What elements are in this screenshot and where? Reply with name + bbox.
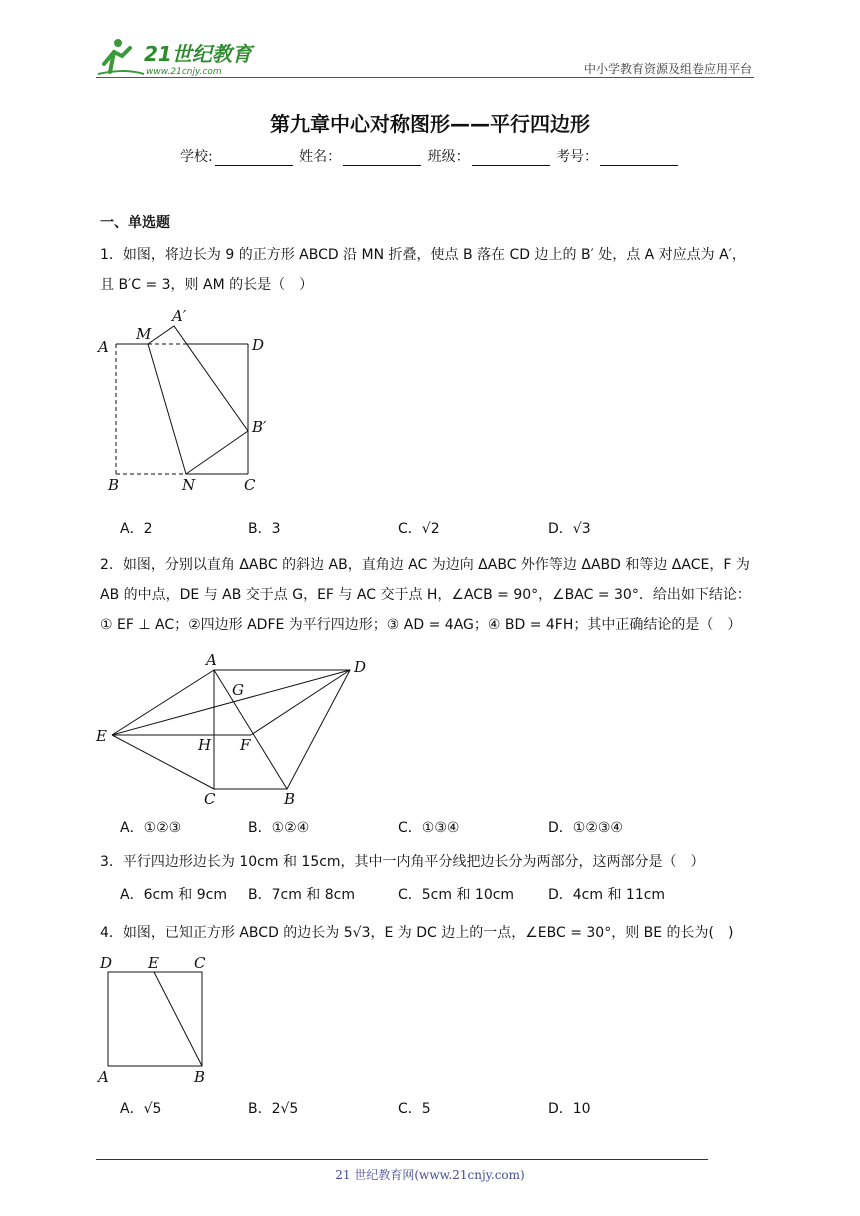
q2-option-b[interactable]: B．①②④ <box>248 820 310 836</box>
question-2-figure <box>94 652 384 814</box>
label-h: H <box>198 736 212 754</box>
q2-option-a[interactable]: A．①②③ <box>120 820 182 836</box>
runner-logo-icon <box>98 39 144 74</box>
label-a: A <box>98 1068 109 1086</box>
class-label: 班级： <box>427 149 470 165</box>
school-label: 学校: <box>179 149 213 165</box>
question-2-line-2: AB 的中点，DE 与 AB 交于点 G，EF 与 AC 交于点 H，∠ACB = 90°，∠BAC = 30°．给出如下结论： <box>100 587 751 603</box>
class-blank <box>472 151 550 166</box>
label-a: A <box>98 338 109 356</box>
page-title: 第九章中心对称图形——平行四边形 <box>270 112 590 136</box>
logo-url: www.21cnjy.com <box>146 67 222 77</box>
footer-text[interactable]: 21 世纪教育网(www.21cnjy.com) <box>335 1168 525 1182</box>
label-a-prime: A′ <box>172 307 187 325</box>
exam-no-blank <box>600 151 678 166</box>
question-2-line-3: ① EF ⊥ AC；②四边形 ADFE 为平行四边形；③ AD = 4AG；④ BD = 4FH；其中正确结论的是（ ） <box>100 617 742 633</box>
question-1 <box>100 240 760 300</box>
label-a: A <box>206 652 217 669</box>
q3-option-c[interactable]: C．5cm 和 10cm <box>398 887 515 903</box>
exam-no-label: 考号： <box>556 149 599 165</box>
name-blank <box>343 151 421 166</box>
header-divider <box>96 77 754 78</box>
label-e: E <box>96 727 107 745</box>
label-g: G <box>232 681 244 699</box>
label-b: B <box>284 790 296 808</box>
label-d: D <box>252 336 265 354</box>
label-n: N <box>182 476 196 494</box>
label-m: M <box>136 325 152 343</box>
student-info <box>0 146 860 166</box>
q4-option-d[interactable]: D．10 <box>548 1101 591 1117</box>
label-d: D <box>100 954 113 972</box>
question-2-line-1: 2．如图，分别以直角 ΔABC 的斜边 AB，直角边 AC 为边向 ΔABC 外作等边 ΔABD 和等边 ΔACE，F 为 <box>100 557 750 573</box>
section-heading: 一、单选题 <box>100 215 170 231</box>
label-c: C <box>204 790 216 808</box>
q4-option-a[interactable]: A．√5 <box>120 1101 162 1117</box>
q3-option-d[interactable]: D．4cm 和 11cm <box>548 887 666 903</box>
label-b-prime: B′ <box>252 418 267 436</box>
q1-option-c[interactable]: C．√2 <box>398 521 440 537</box>
label-b: B <box>108 476 120 494</box>
logo <box>96 34 266 80</box>
question-1-line-2: 且 B′C = 3，则 AM 的长是（ ） <box>100 277 314 293</box>
question-1-figure <box>96 306 286 500</box>
q4-option-b[interactable]: B．2√5 <box>248 1101 299 1117</box>
question-4-figure <box>96 952 226 1092</box>
question-3-line-1: 3．平行四边形边长为 10cm 和 15cm，其中一内角平分线把边长分为两部分，这两部分是（ ） <box>100 854 705 870</box>
q2-option-c[interactable]: C．①③④ <box>398 820 460 836</box>
footer-divider <box>96 1159 708 1160</box>
q3-option-a[interactable]: A．6cm 和 9cm <box>120 887 227 903</box>
q1-option-b[interactable]: B．3 <box>248 521 281 537</box>
label-b: B <box>194 1068 206 1086</box>
label-f: F <box>240 736 251 754</box>
label-c: C <box>244 476 256 494</box>
question-4 <box>100 918 760 948</box>
q4-option-c[interactable]: C．5 <box>398 1101 431 1117</box>
label-e: E <box>148 954 159 972</box>
q1-option-d[interactable]: D．√3 <box>548 521 591 537</box>
q2-option-d[interactable]: D．①②③④ <box>548 820 623 836</box>
q1-option-a[interactable]: A．2 <box>120 521 153 537</box>
school-blank <box>215 151 293 166</box>
question-2 <box>100 550 760 640</box>
label-c: C <box>194 954 206 972</box>
label-d: D <box>354 658 367 676</box>
header-platform-text: 中小学教育资源及组卷应用平台 <box>583 62 752 76</box>
question-1-line-1: 1．如图，将边长为 9 的正方形 ABCD 沿 MN 折叠，使点 B 落在 CD 边上的 B′ 处，点 A 对应点为 A′， <box>100 247 746 263</box>
q3-option-b[interactable]: B．7cm 和 8cm <box>248 887 355 903</box>
name-label: 姓名： <box>299 149 342 165</box>
question-3 <box>100 847 760 877</box>
question-4-line-1: 4．如图，已知正方形 ABCD 的边长为 5√3，E 为 DC 边上的一点，∠EBC = 30°，则 BE 的长为( ) <box>100 925 734 941</box>
logo-text: 21世纪教育 <box>144 42 252 66</box>
